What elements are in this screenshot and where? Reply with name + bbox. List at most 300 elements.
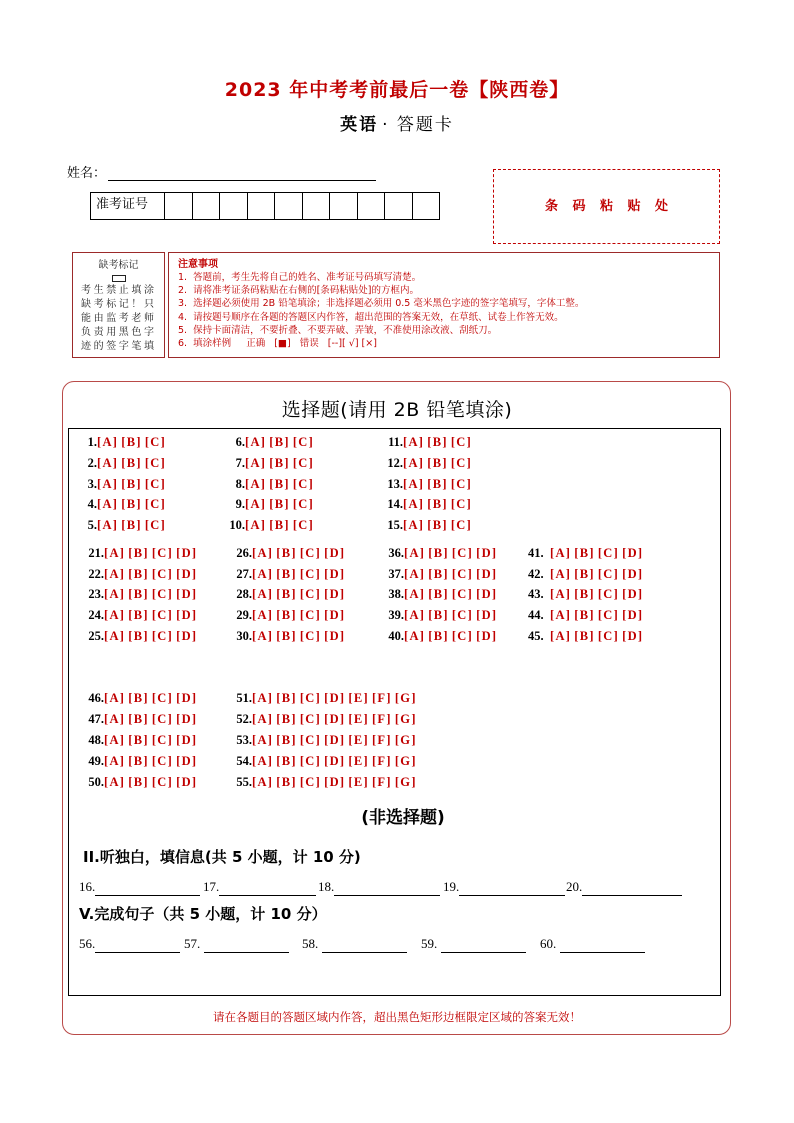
option-d-bubble[interactable]: [D]: [176, 629, 198, 643]
option-d-bubble[interactable]: [D]: [176, 775, 198, 789]
blank-number: 57.: [184, 936, 201, 951]
option-b-bubble[interactable]: [B]: [276, 691, 297, 705]
option-c-bubble[interactable]: [C]: [299, 733, 322, 747]
option-a-bubble[interactable]: [A]: [97, 518, 119, 532]
absent-mark-bubble[interactable]: [112, 275, 126, 282]
blank-number: 60.: [540, 936, 557, 951]
blank-item: [79, 878, 200, 896]
option-c-bubble[interactable]: [C]: [451, 587, 474, 601]
option-b-bubble[interactable]: [B]: [276, 608, 297, 622]
question-25: [88, 628, 200, 644]
option-b-bubble[interactable]: [B]: [276, 775, 297, 789]
question-48: [88, 732, 200, 748]
option-d-bubble[interactable]: [D]: [324, 546, 346, 560]
option-c-bubble[interactable]: [C]: [597, 567, 620, 581]
option-d-bubble[interactable]: [D]: [476, 587, 498, 601]
option-a-bubble[interactable]: [A]: [404, 608, 426, 622]
question-number: 10.: [229, 518, 245, 532]
option-c-bubble[interactable]: [C]: [299, 546, 322, 560]
blank-item: [302, 935, 407, 953]
option-c-bubble[interactable]: [C]: [451, 546, 474, 560]
question-43: [528, 586, 646, 602]
question-45: [528, 628, 646, 644]
option-a-bubble[interactable]: [A]: [245, 497, 267, 511]
question-36: [388, 545, 500, 561]
option-a-bubble[interactable]: [A]: [252, 754, 274, 768]
notice-item-fill-example: 6. 填涂样例 正确 [■] 错误 [--][ √] [×]: [178, 338, 377, 350]
option-f-bubble[interactable]: [F]: [371, 691, 392, 705]
question-number: 15.: [387, 518, 403, 532]
option-a-bubble[interactable]: [A]: [550, 629, 572, 643]
question-number: 47.: [88, 712, 104, 726]
blank-item: [443, 878, 565, 896]
option-b-bubble[interactable]: [B]: [121, 456, 142, 470]
option-b-bubble[interactable]: [B]: [276, 587, 297, 601]
option-b-bubble[interactable]: [B]: [269, 518, 290, 532]
option-b-bubble[interactable]: [B]: [121, 435, 142, 449]
question-number: 36.: [388, 546, 404, 560]
option-b-bubble[interactable]: [B]: [128, 608, 149, 622]
part-heading-sentence-completion: V.完成句子（共 5 小题，计 10 分）: [79, 905, 327, 923]
question-23: [88, 586, 200, 602]
choice-section-title: 选择题(请用 2B 铅笔填涂): [281, 399, 513, 421]
blank-answer-line[interactable]: [204, 939, 289, 953]
option-a-bubble[interactable]: [A]: [550, 567, 572, 581]
option-b-bubble[interactable]: [B]: [269, 497, 290, 511]
option-c-bubble[interactable]: [C]: [292, 518, 315, 532]
option-b-bubble[interactable]: [B]: [276, 712, 297, 726]
option-a-bubble[interactable]: [A]: [252, 691, 274, 705]
option-c-bubble[interactable]: [C]: [292, 435, 315, 449]
option-g-bubble[interactable]: [G]: [394, 775, 417, 789]
option-b-bubble[interactable]: [B]: [276, 629, 297, 643]
absent-mark-title: 缺考标记: [98, 260, 139, 271]
exam-id-digit-cell[interactable]: [220, 193, 248, 219]
option-d-bubble[interactable]: [D]: [324, 629, 346, 643]
question-9: [228, 496, 317, 512]
option-c-bubble[interactable]: [C]: [450, 518, 473, 532]
option-c-bubble[interactable]: [C]: [450, 477, 473, 491]
option-a-bubble[interactable]: [A]: [403, 518, 425, 532]
question-3: [86, 476, 169, 492]
option-b-bubble[interactable]: [B]: [269, 477, 290, 491]
option-b-bubble[interactable]: [B]: [128, 546, 149, 560]
part-heading-listening: II.听独白，填信息(共 5 小题，计 10 分): [83, 848, 361, 866]
option-a-bubble[interactable]: [A]: [252, 775, 274, 789]
option-e-bubble[interactable]: [E]: [348, 754, 369, 768]
option-e-bubble[interactable]: [E]: [348, 691, 369, 705]
option-a-bubble[interactable]: [A]: [252, 567, 274, 581]
question-number: 40.: [388, 629, 404, 643]
question-number: 45.: [528, 629, 544, 643]
blank-answer-line[interactable]: [582, 882, 682, 896]
blank-answer-line[interactable]: [95, 939, 180, 953]
blank-answer-line[interactable]: [322, 939, 407, 953]
option-b-bubble[interactable]: [B]: [121, 477, 142, 491]
blank-number: 16.: [79, 879, 96, 894]
question-number: 24.: [88, 608, 104, 622]
option-d-bubble[interactable]: [D]: [176, 608, 198, 622]
question-27: [235, 566, 348, 582]
question-40: [388, 628, 500, 644]
exam-id-digit-cell[interactable]: [193, 193, 221, 219]
option-b-bubble[interactable]: [B]: [428, 608, 449, 622]
option-c-bubble[interactable]: [C]: [151, 608, 174, 622]
option-a-bubble[interactable]: [A]: [104, 567, 126, 581]
option-a-bubble[interactable]: [A]: [403, 456, 425, 470]
option-c-bubble[interactable]: [C]: [144, 518, 167, 532]
question-10: [228, 517, 317, 533]
option-d-bubble[interactable]: [D]: [324, 775, 346, 789]
option-d-bubble[interactable]: [D]: [324, 567, 346, 581]
option-a-bubble[interactable]: [A]: [404, 587, 426, 601]
option-c-bubble[interactable]: [C]: [292, 497, 315, 511]
question-28: [235, 586, 348, 602]
option-d-bubble[interactable]: [D]: [476, 546, 498, 560]
option-a-bubble[interactable]: [A]: [550, 546, 572, 560]
option-c-bubble[interactable]: [C]: [292, 456, 315, 470]
question-number: 55.: [236, 775, 252, 789]
option-a-bubble[interactable]: [A]: [245, 435, 267, 449]
option-b-bubble[interactable]: [B]: [128, 754, 149, 768]
card-type-label: · 答题卡: [382, 115, 454, 135]
option-b-bubble[interactable]: [B]: [427, 435, 448, 449]
blank-item: [421, 935, 526, 953]
question-number: 37.: [388, 567, 404, 581]
question-number: 48.: [88, 733, 104, 747]
blank-number: 59.: [421, 936, 438, 951]
exam-id-digit-cell[interactable]: [385, 193, 413, 219]
blank-number: 56.: [79, 936, 96, 951]
non-choice-section-title: (非选择题): [361, 808, 445, 828]
question-number: 7.: [235, 456, 245, 470]
option-b-bubble[interactable]: [B]: [574, 587, 595, 601]
question-number: 14.: [387, 497, 403, 511]
option-c-bubble[interactable]: [C]: [151, 691, 174, 705]
option-b-bubble[interactable]: [B]: [428, 567, 449, 581]
option-d-bubble[interactable]: [D]: [324, 608, 346, 622]
option-a-bubble[interactable]: [A]: [252, 587, 274, 601]
question-55: [235, 774, 420, 790]
question-42: [528, 566, 646, 582]
exam-id-box: [90, 192, 440, 220]
barcode-area: 条 码 粘 贴 处: [493, 169, 720, 244]
question-41: [528, 545, 646, 561]
option-a-bubble[interactable]: [A]: [404, 567, 426, 581]
option-a-bubble[interactable]: [A]: [97, 497, 119, 511]
option-c-bubble[interactable]: [C]: [299, 691, 322, 705]
option-a-bubble[interactable]: [A]: [104, 587, 126, 601]
option-c-bubble[interactable]: [C]: [450, 435, 473, 449]
option-b-bubble[interactable]: [B]: [427, 518, 448, 532]
option-g-bubble[interactable]: [G]: [394, 733, 417, 747]
question-14: [386, 496, 475, 512]
option-c-bubble[interactable]: [C]: [292, 477, 315, 491]
option-d-bubble[interactable]: [D]: [176, 712, 198, 726]
question-number: 21.: [88, 546, 104, 560]
option-c-bubble[interactable]: [C]: [597, 587, 620, 601]
option-b-bubble[interactable]: [B]: [121, 518, 142, 532]
question-29: [235, 607, 348, 623]
option-f-bubble[interactable]: [F]: [371, 733, 392, 747]
option-a-bubble[interactable]: [A]: [403, 435, 425, 449]
question-number: 43.: [528, 587, 544, 601]
footer-warning: 请在各题目的答题区域内作答，超出黑色矩形边框限定区域的答案无效！: [213, 1010, 581, 1024]
option-b-bubble[interactable]: [B]: [427, 477, 448, 491]
option-a-bubble[interactable]: [A]: [245, 518, 267, 532]
option-c-bubble[interactable]: [C]: [151, 546, 174, 560]
option-d-bubble[interactable]: [D]: [622, 546, 644, 560]
question-number: 52.: [236, 712, 252, 726]
option-a-bubble[interactable]: [A]: [104, 733, 126, 747]
option-e-bubble[interactable]: [E]: [348, 712, 369, 726]
blank-answer-line[interactable]: [560, 939, 645, 953]
option-c-bubble[interactable]: [C]: [451, 629, 474, 643]
option-a-bubble[interactable]: [A]: [104, 754, 126, 768]
option-c-bubble[interactable]: [C]: [151, 587, 174, 601]
option-d-bubble[interactable]: [D]: [476, 629, 498, 643]
blank-number: 20.: [566, 879, 583, 894]
option-a-bubble[interactable]: [A]: [252, 712, 274, 726]
question-22: [88, 566, 200, 582]
option-d-bubble[interactable]: [D]: [324, 754, 346, 768]
option-c-bubble[interactable]: [C]: [450, 456, 473, 470]
option-d-bubble[interactable]: [D]: [176, 546, 198, 560]
option-a-bubble[interactable]: [A]: [404, 629, 426, 643]
option-c-bubble[interactable]: [C]: [451, 608, 474, 622]
option-c-bubble[interactable]: [C]: [451, 567, 474, 581]
option-a-bubble[interactable]: [A]: [252, 629, 274, 643]
option-f-bubble[interactable]: [F]: [371, 712, 392, 726]
option-b-bubble[interactable]: [B]: [128, 629, 149, 643]
question-number: 2.: [87, 456, 97, 470]
option-d-bubble[interactable]: [D]: [622, 567, 644, 581]
option-a-bubble[interactable]: [A]: [104, 712, 126, 726]
question-11: [386, 434, 475, 450]
exam-id-digit-cell[interactable]: [275, 193, 303, 219]
question-number: 46.: [88, 691, 104, 705]
notice-item: 5. 保持卡面清洁，不要折叠、不要弄破、弄皱，不准使用涂改液、刮纸刀。: [178, 324, 498, 336]
option-b-bubble[interactable]: [B]: [276, 567, 297, 581]
question-number: 50.: [88, 775, 104, 789]
option-c-bubble[interactable]: [C]: [144, 435, 167, 449]
option-b-bubble[interactable]: [B]: [428, 629, 449, 643]
exam-id-digit-cell[interactable]: [358, 193, 386, 219]
question-21: [88, 545, 200, 561]
option-a-bubble[interactable]: [A]: [252, 546, 274, 560]
option-c-bubble[interactable]: [C]: [151, 629, 174, 643]
question-6: [228, 434, 317, 450]
option-b-bubble[interactable]: [B]: [428, 587, 449, 601]
option-g-bubble[interactable]: [G]: [394, 712, 417, 726]
blank-item: [566, 878, 682, 896]
option-a-bubble[interactable]: [A]: [104, 608, 126, 622]
name-field[interactable]: [108, 180, 376, 181]
option-c-bubble[interactable]: [C]: [299, 567, 322, 581]
option-c-bubble[interactable]: [C]: [597, 629, 620, 643]
option-a-bubble[interactable]: [A]: [403, 477, 425, 491]
option-b-bubble[interactable]: [B]: [574, 608, 595, 622]
option-a-bubble[interactable]: [A]: [245, 477, 267, 491]
option-d-bubble[interactable]: [D]: [476, 608, 498, 622]
option-b-bubble[interactable]: [B]: [427, 456, 448, 470]
option-e-bubble[interactable]: [E]: [348, 775, 369, 789]
option-d-bubble[interactable]: [D]: [324, 733, 346, 747]
option-g-bubble[interactable]: [G]: [394, 754, 417, 768]
option-b-bubble[interactable]: [B]: [276, 733, 297, 747]
question-number: 13.: [387, 477, 403, 491]
exam-id-label: 准考证号: [91, 193, 165, 219]
option-a-bubble[interactable]: [A]: [550, 587, 572, 601]
option-c-bubble[interactable]: [C]: [151, 733, 174, 747]
option-a-bubble[interactable]: [A]: [97, 456, 119, 470]
notice-item: 4. 请按题号顺序在各题的答题区内作答，超出范围的答案无效，在草纸、试卷上作答无效。: [178, 311, 564, 323]
option-b-bubble[interactable]: [B]: [428, 546, 449, 560]
question-4: [86, 496, 169, 512]
question-47: [88, 711, 200, 727]
question-1: [86, 434, 169, 450]
question-24: [88, 607, 200, 623]
option-d-bubble[interactable]: [D]: [324, 712, 346, 726]
question-number: 41.: [528, 546, 544, 560]
question-51: [235, 690, 420, 706]
option-b-bubble[interactable]: [B]: [276, 546, 297, 560]
question-number: 26.: [236, 546, 252, 560]
option-b-bubble[interactable]: [B]: [276, 754, 297, 768]
option-b-bubble[interactable]: [B]: [128, 567, 149, 581]
option-c-bubble[interactable]: [C]: [151, 754, 174, 768]
option-c-bubble[interactable]: [C]: [299, 629, 322, 643]
option-a-bubble[interactable]: [A]: [252, 733, 274, 747]
question-number: 5.: [87, 518, 97, 532]
option-a-bubble[interactable]: [A]: [550, 608, 572, 622]
option-c-bubble[interactable]: [C]: [299, 712, 322, 726]
option-a-bubble[interactable]: [A]: [404, 546, 426, 560]
option-b-bubble[interactable]: [B]: [427, 497, 448, 511]
option-a-bubble[interactable]: [A]: [104, 775, 126, 789]
option-c-bubble[interactable]: [C]: [299, 754, 322, 768]
option-d-bubble[interactable]: [D]: [176, 567, 198, 581]
exam-id-digit-cell[interactable]: [165, 193, 193, 219]
option-b-bubble[interactable]: [B]: [121, 497, 142, 511]
notice-item: 1. 答题前，考生先将自己的姓名、准考证号码填写清楚。: [178, 272, 422, 283]
option-a-bubble[interactable]: [A]: [245, 456, 267, 470]
option-d-bubble[interactable]: [D]: [622, 587, 644, 601]
sheet-title: 2023 年中考考前最后一卷【陕西卷】: [224, 79, 570, 101]
option-f-bubble[interactable]: [F]: [371, 775, 392, 789]
option-b-bubble[interactable]: [B]: [128, 691, 149, 705]
option-f-bubble[interactable]: [F]: [371, 754, 392, 768]
option-d-bubble[interactable]: [D]: [176, 587, 198, 601]
option-b-bubble[interactable]: [B]: [269, 435, 290, 449]
option-a-bubble[interactable]: [A]: [252, 608, 274, 622]
option-d-bubble[interactable]: [D]: [176, 754, 198, 768]
blank-item: [203, 878, 316, 896]
option-d-bubble[interactable]: [D]: [622, 608, 644, 622]
question-46: [88, 690, 200, 706]
option-c-bubble[interactable]: [C]: [299, 608, 322, 622]
blank-answer-line[interactable]: [334, 882, 440, 896]
option-d-bubble[interactable]: [D]: [622, 629, 644, 643]
name-label: 姓名：: [67, 166, 107, 181]
option-c-bubble[interactable]: [C]: [597, 608, 620, 622]
question-30: [235, 628, 348, 644]
question-54: [235, 753, 420, 769]
option-c-bubble[interactable]: [C]: [144, 497, 167, 511]
option-b-bubble[interactable]: [B]: [128, 733, 149, 747]
option-d-bubble[interactable]: [D]: [176, 733, 198, 747]
exam-id-digit-cell[interactable]: [330, 193, 358, 219]
notice-item: 2. 请将准考证条码粘贴在右侧的[条码粘贴处]的方框内。: [178, 285, 420, 297]
option-b-bubble[interactable]: [B]: [574, 629, 595, 643]
blank-answer-line[interactable]: [441, 939, 526, 953]
option-c-bubble[interactable]: [C]: [151, 712, 174, 726]
question-number: 49.: [88, 754, 104, 768]
option-c-bubble[interactable]: [C]: [299, 775, 322, 789]
question-number: 39.: [388, 608, 404, 622]
option-c-bubble[interactable]: [C]: [144, 477, 167, 491]
question-number: 42.: [528, 567, 544, 581]
option-c-bubble[interactable]: [C]: [450, 497, 473, 511]
option-c-bubble[interactable]: [C]: [151, 775, 174, 789]
option-c-bubble[interactable]: [C]: [597, 546, 620, 560]
exam-id-digit-cell[interactable]: [413, 193, 440, 219]
sheet-subtitle: [0, 113, 794, 137]
exam-id-digit-cell[interactable]: [303, 193, 331, 219]
question-38: [388, 586, 500, 602]
question-7: [228, 455, 317, 471]
question-number: 3.: [87, 477, 97, 491]
option-c-bubble[interactable]: [C]: [151, 567, 174, 581]
option-a-bubble[interactable]: [A]: [97, 435, 119, 449]
option-b-bubble[interactable]: [B]: [128, 712, 149, 726]
option-a-bubble[interactable]: [A]: [104, 691, 126, 705]
option-a-bubble[interactable]: [A]: [104, 546, 126, 560]
option-a-bubble[interactable]: [A]: [403, 497, 425, 511]
option-d-bubble[interactable]: [D]: [324, 587, 346, 601]
option-c-bubble[interactable]: [C]: [299, 587, 322, 601]
blank-answer-line[interactable]: [459, 882, 565, 896]
question-13: [386, 476, 475, 492]
option-d-bubble[interactable]: [D]: [324, 691, 346, 705]
option-b-bubble[interactable]: [B]: [128, 775, 149, 789]
option-d-bubble[interactable]: [D]: [176, 691, 198, 705]
option-b-bubble[interactable]: [B]: [574, 546, 595, 560]
blank-answer-line[interactable]: [219, 882, 316, 896]
option-b-bubble[interactable]: [B]: [574, 567, 595, 581]
exam-id-digit-cell[interactable]: [248, 193, 276, 219]
question-12: [386, 455, 475, 471]
question-2: [86, 455, 169, 471]
notices-list: [178, 271, 708, 350]
option-e-bubble[interactable]: [E]: [348, 733, 369, 747]
option-a-bubble[interactable]: [A]: [104, 629, 126, 643]
question-number: 1.: [87, 435, 97, 449]
option-g-bubble[interactable]: [G]: [394, 691, 417, 705]
question-number: 8.: [235, 477, 245, 491]
question-52: [235, 711, 420, 727]
option-a-bubble[interactable]: [A]: [97, 477, 119, 491]
question-26: [235, 545, 348, 561]
blank-item: [184, 935, 289, 953]
question-50: [88, 774, 200, 790]
blank-answer-line[interactable]: [95, 882, 200, 896]
option-c-bubble[interactable]: [C]: [144, 456, 167, 470]
option-d-bubble[interactable]: [D]: [476, 567, 498, 581]
question-number: 28.: [236, 587, 252, 601]
option-b-bubble[interactable]: [B]: [269, 456, 290, 470]
option-b-bubble[interactable]: [B]: [128, 587, 149, 601]
